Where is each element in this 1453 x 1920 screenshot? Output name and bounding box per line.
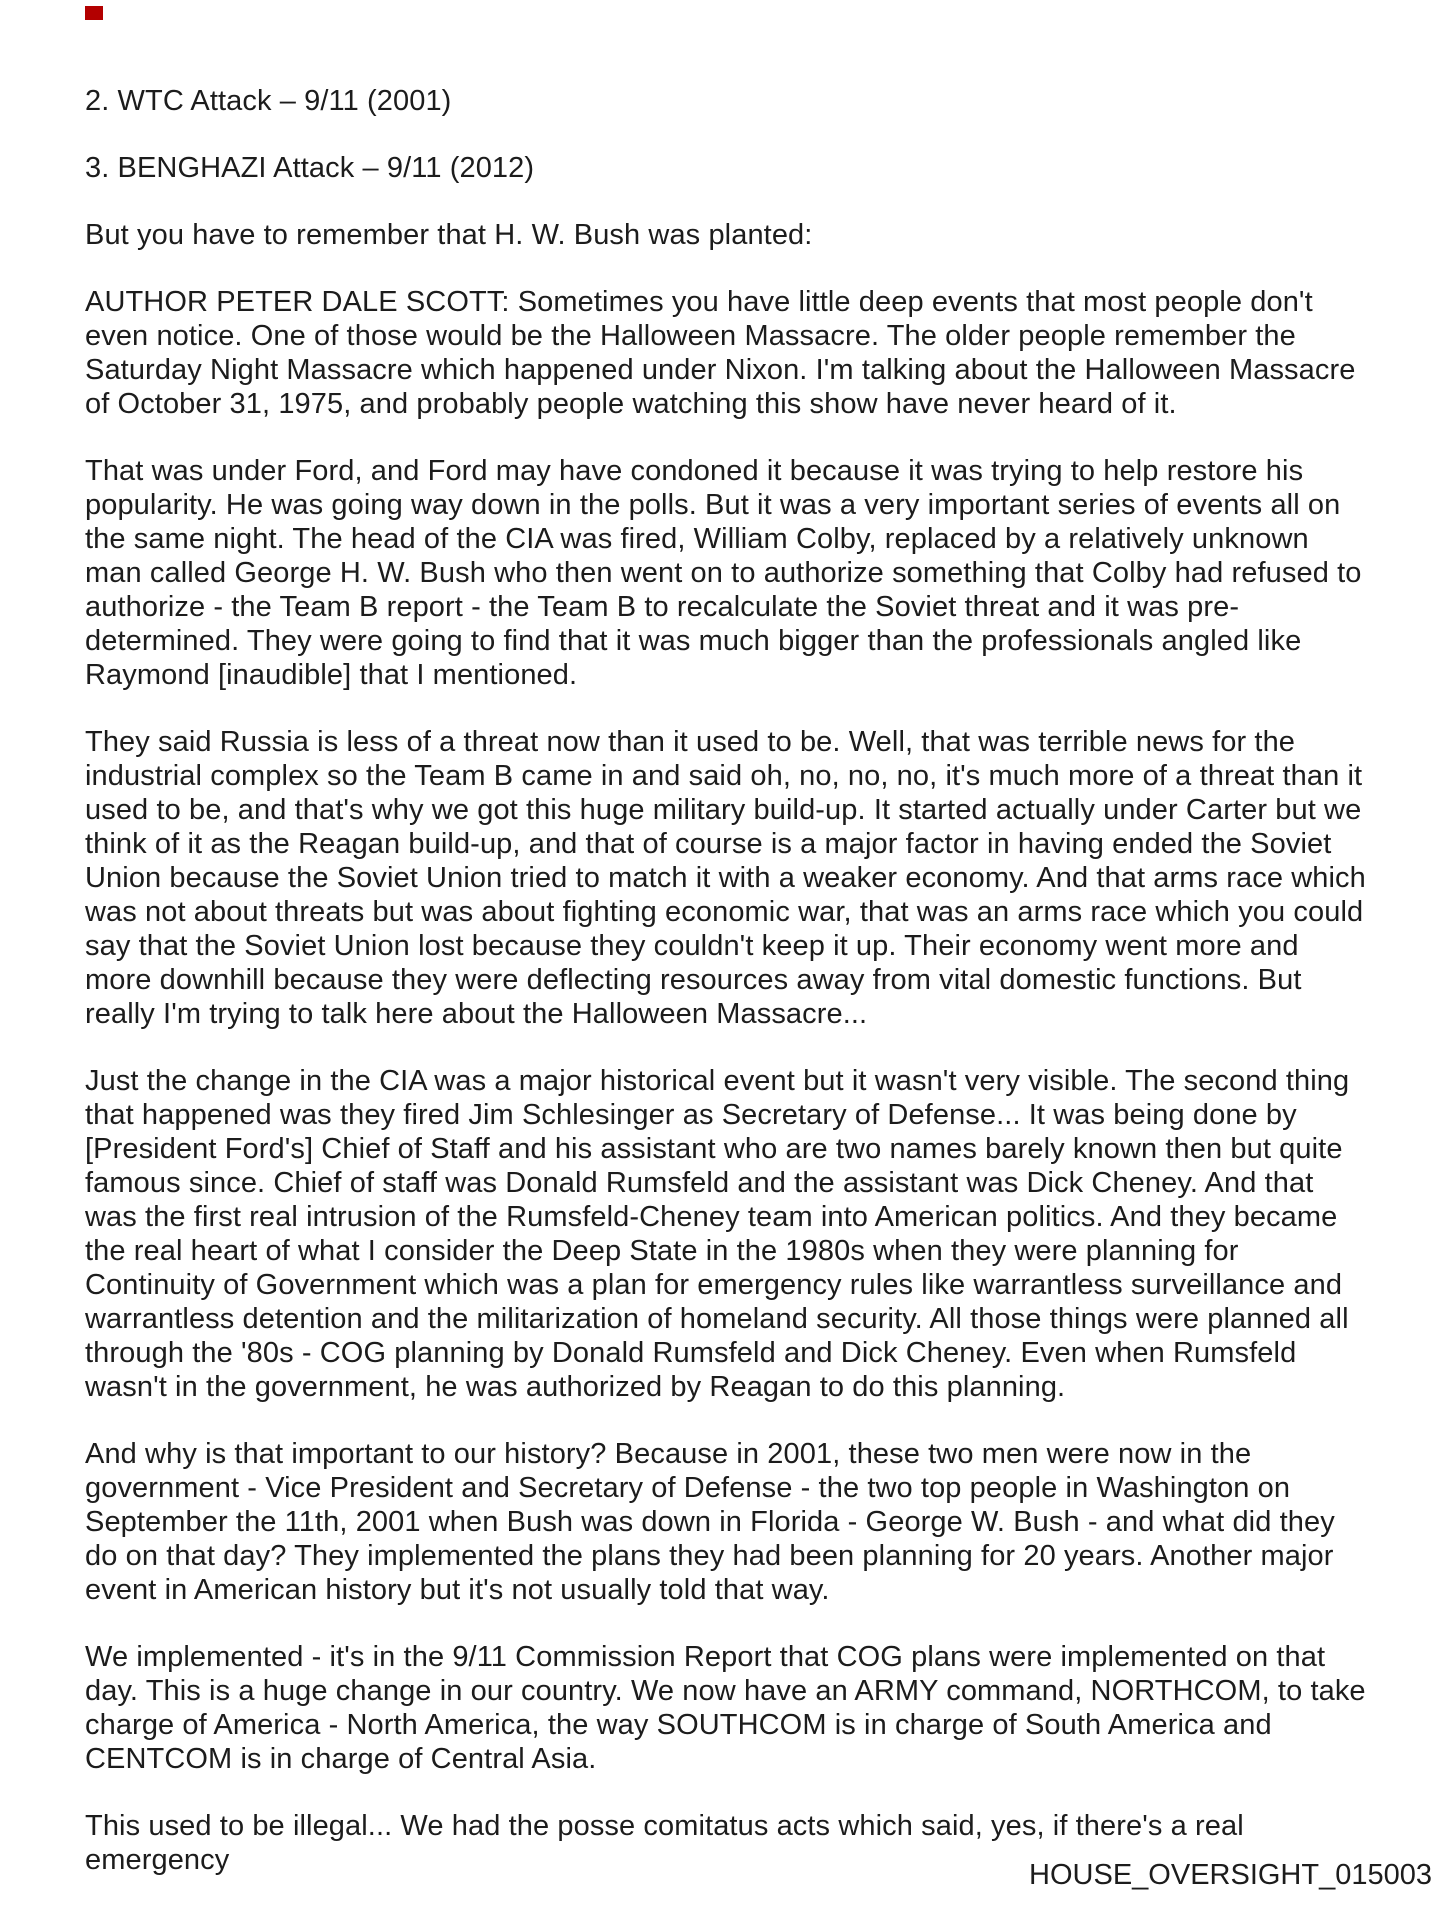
list-item-benghazi-attack: 3. BENGHAZI Attack – 9/11 (2012)	[85, 152, 535, 184]
paragraph-why-important: And why is that important to our history? Because in 2001, these two men were now in the government - Vice President and Secretary of Defense - the two top people in Washington on September the 11th, 2001 when Bush was down in Florida - George W. Bush - and what did they do on that day? They implemented the plans they had been planning for 20 years. Another major event in American history but it's not usually told that way.	[85, 1438, 1335, 1606]
paragraph-author-scott: AUTHOR PETER DALE SCOTT: Sometimes you have little deep events that most people don't even notice. One of those would be the Halloween Massacre. The older people remember the Saturday Night Massacre which happened under Nixon. I'm talking about the Halloween Massacre of October 31, 1975, and probably people watching this show have never heard of it.	[85, 286, 1356, 420]
paragraph-posse-comitatus: This used to be illegal... We had the posse comitatus acts which said, yes, if there's a real emergency	[85, 1810, 1244, 1876]
intro-line: But you have to remember that H. W. Bush was planted:	[85, 219, 813, 251]
paragraph-cog-implemented: We implemented - it's in the 9/11 Commission Report that COG plans were implemented on that day. This is a huge change in our country. We now have an ARMY command, NORTHCOM, to take charge of America - North America, the way SOUTHCOM is in charge of South America and CENTCOM is in charge of Central Asia.	[85, 1641, 1366, 1775]
paragraph-under-ford: That was under Ford, and Ford may have condoned it because it was trying to help restore his popularity. He was going way down in the polls. But it was a very important series of events all on the same night. The head of the CIA was fired, William Colby, replaced by a relatively unknown man called George H. W. Bush who then went on to authorize something that Colby had refused to authorize - the Team B report - the Team B to recalculate the Soviet threat and it was pre-determined. They were going to find that it was much bigger than the professionals angled like Raymond [inaudible] that I mentioned.	[85, 455, 1362, 691]
red-stamp-marker	[85, 6, 103, 20]
document-body	[85, 84, 1372, 1910]
bates-number: HOUSE_OVERSIGHT_015003	[1029, 1859, 1432, 1891]
list-item-wtc-attack: 2. WTC Attack – 9/11 (2001)	[85, 85, 452, 117]
paragraph-team-b-russia: They said Russia is less of a threat now than it used to be. Well, that was terrible news for the industrial complex so the Team B came in and said oh, no, no, no, it's much more of a threat than it used to be, and that's why we got this huge military build-up. It started actually under Carter but we think of it as the Reagan build-up, and that of course is a major factor in having ended the Soviet Union because the Soviet Union tried to match it with a weaker economy. And that arms race which was not about threats but was about fighting economic war, that was an arms race which you could say that the Soviet Union lost because they couldn't keep it up. Their economy went more and more downhill because they were deflecting resources away from vital domestic functions. But really I'm trying to talk here about the Halloween Massacre...	[85, 726, 1366, 1030]
paragraph-rumsfeld-cheney: Just the change in the CIA was a major historical event but it wasn't very visible. The second thing that happened was they fired Jim Schlesinger as Secretary of Defense... It was being done by [President Ford's] Chief of Staff and his assistant who are two names barely known then but quite famous since. Chief of staff was Donald Rumsfeld and the assistant was Dick Cheney. And that was the first real intrusion of the Rumsfeld-Cheney team into American politics. And they became the real heart of what I consider the Deep State in the 1980s when they were planning for Continuity of Government which was a plan for emergency rules like warrantless surveillance and warrantless detention and the militarization of homeland security. All those things were planned all through the '80s - COG planning by Donald Rumsfeld and Dick Cheney. Even when Rumsfeld wasn't in the government, he was authorized by Reagan to do this planning.	[85, 1065, 1350, 1403]
